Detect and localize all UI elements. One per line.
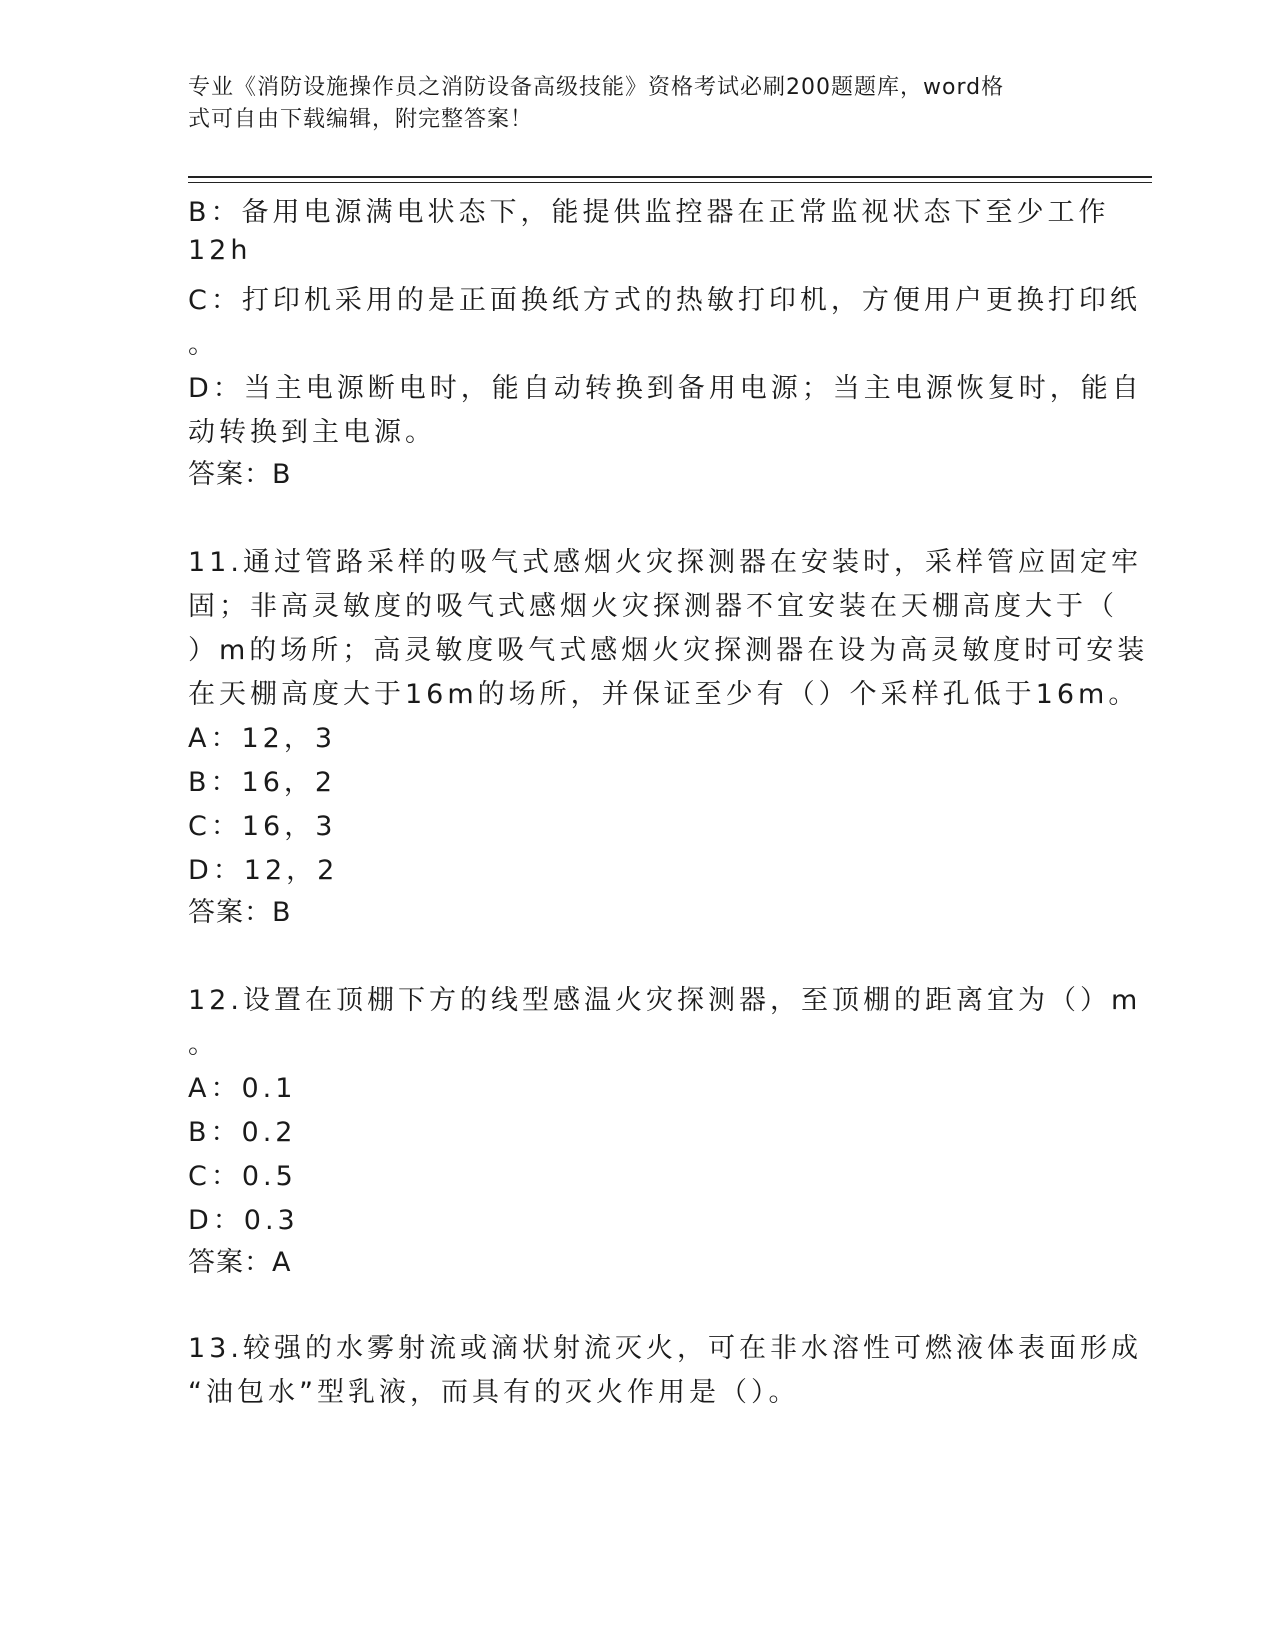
- q12-answer: 答案：A: [188, 1247, 292, 1278]
- q13-stem-line-1: 13.较强的水雾射流或滴状射流灭火，可在非水溶性可燃液体表面形成: [188, 1333, 1142, 1364]
- q10-option-c-line-1: C：打印机采用的是正面换纸方式的热敏打印机，方便用户更换打印纸: [188, 285, 1141, 316]
- header-line-2: 式可自由下载编辑，附完整答案！: [188, 107, 534, 132]
- q11-option-d: D：12，2: [188, 855, 339, 886]
- q12-option-c: C：0.5: [188, 1161, 297, 1192]
- q12-stem-line-1: 12.设置在顶棚下方的线型感温火灾探测器，至顶棚的距离宜为（）m: [188, 985, 1142, 1016]
- q12-option-a: A：0.1: [188, 1073, 297, 1104]
- q10-option-b-line-1: B：备用电源满电状态下，能提供监控器在正常监视状态下至少工作: [188, 197, 1110, 228]
- q11-option-a: A：12，3: [188, 723, 337, 754]
- header-divider-thick: [188, 176, 1152, 178]
- q11-option-b: B：16，2: [188, 767, 337, 798]
- q12-option-d: D：0.3: [188, 1205, 299, 1236]
- q10-option-c-line-2: 。: [188, 329, 219, 360]
- q10-option-d-line-1: D：当主电源断电时，能自动转换到备用电源；当主电源恢复时，能自: [188, 373, 1143, 404]
- q11-stem-line-3: ）m的场所；高灵敏度吸气式感烟火灾探测器在设为高灵敏度时可安装: [188, 635, 1149, 666]
- q10-answer: 答案：B: [188, 459, 292, 490]
- q11-answer: 答案：B: [188, 897, 292, 928]
- q11-stem-line-1: 11.通过管路采样的吸气式感烟火灾探测器在安装时，采样管应固定牢: [188, 547, 1142, 578]
- q12-stem-line-2: 。: [188, 1029, 219, 1060]
- q13-stem-line-2: “油包水”型乳液，而具有的灭火作用是（）。: [188, 1377, 800, 1408]
- q12-option-b: B：0.2: [188, 1117, 297, 1148]
- q11-option-c: C：16，3: [188, 811, 337, 842]
- q11-stem-line-2: 固；非高灵敏度的吸气式感烟火灾探测器不宜安装在天棚高度大于（: [188, 591, 1118, 622]
- q10-option-b-line-2: 12h: [188, 235, 252, 266]
- q10-option-d-line-2: 动转换到主电源。: [188, 417, 436, 448]
- header-line-1: 专业《消防设施操作员之消防设备高级技能》资格考试必刷200题题库，word格: [188, 75, 1005, 100]
- q11-stem-line-4: 在天棚高度大于16m的场所，并保证至少有（）个采样孔低于16m。: [188, 679, 1140, 710]
- header-divider-thin: [188, 182, 1152, 183]
- document-header: [188, 72, 1068, 136]
